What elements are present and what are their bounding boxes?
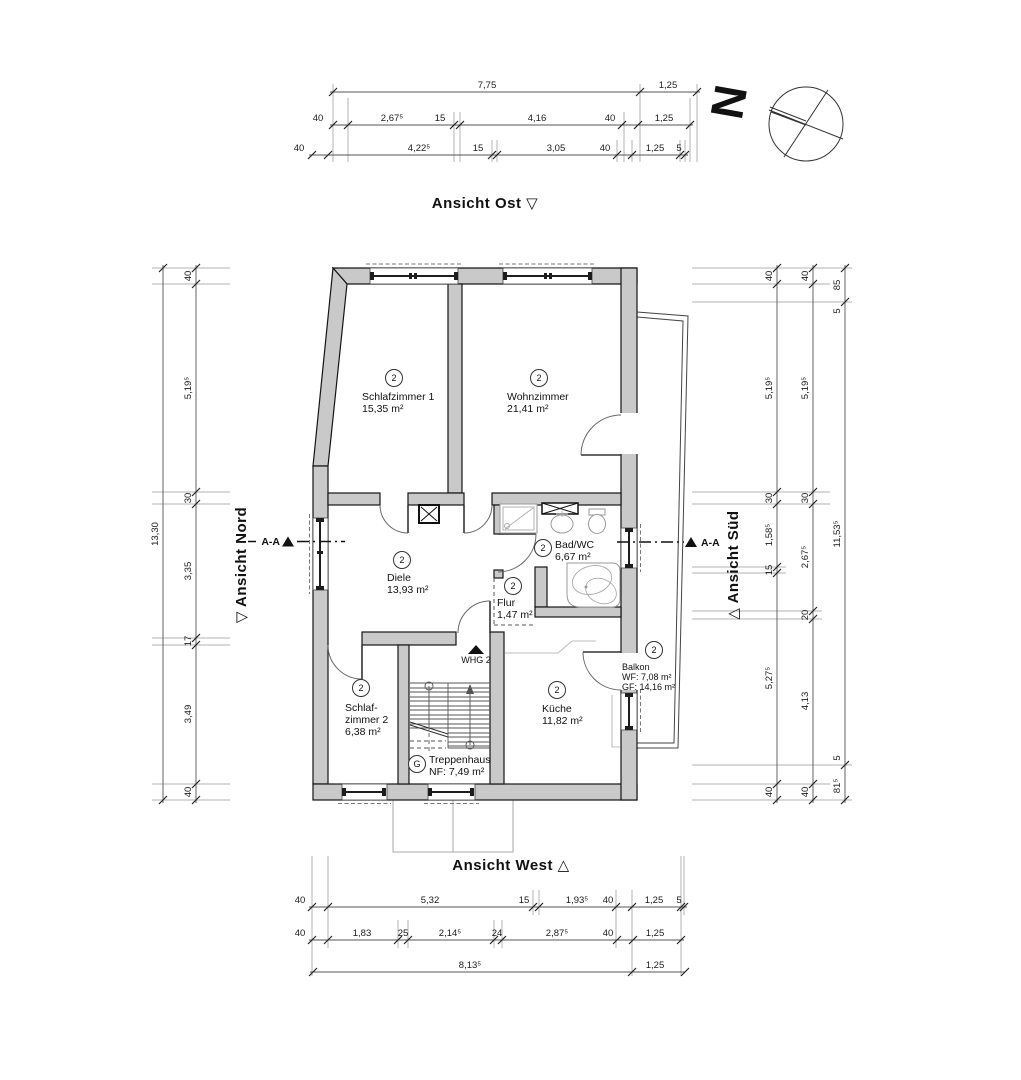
dim-right: 5 [832, 308, 843, 314]
dim-top: 15 [434, 113, 446, 124]
room-area: 1,47 m² [497, 609, 533, 621]
section-label: A-A [701, 537, 720, 549]
dim-top: 3,05 [546, 143, 566, 154]
dim-right: 15 [764, 564, 775, 576]
entry-porch [393, 800, 513, 852]
view-label-west: Ansicht West △ [452, 857, 570, 874]
dim-labels-left [150, 271, 194, 798]
section-label: A-A [261, 536, 280, 548]
dim-bottom: 1,83 [352, 928, 372, 939]
dim-right: 40 [800, 786, 811, 798]
room-area: GF: 14,16 m² [622, 682, 676, 692]
dim-top: 40 [604, 113, 616, 124]
shaft-bad [542, 503, 578, 514]
dim-bottom: 5,32 [420, 895, 440, 906]
room-badge: 2 [510, 581, 516, 591]
room-area: 21,41 m² [507, 403, 549, 415]
stair-direction-arrow [466, 684, 474, 694]
room-label-wohnzimmer [507, 370, 569, 416]
room-label-kueche [542, 682, 583, 728]
toilet [589, 509, 606, 534]
room-area: 6,67 m² [555, 551, 591, 563]
dim-bottom: 8,13⁵ [458, 960, 482, 971]
shower [500, 504, 537, 533]
room-name: Diele [387, 572, 411, 584]
dim-bottom: 25 [397, 928, 409, 939]
room-label-flur [497, 578, 533, 622]
dim-top: 40 [293, 143, 305, 154]
dim-bottom: 1,93⁵ [565, 895, 589, 906]
entrance-triangle-icon [468, 645, 484, 654]
dim-bottom: 5 [676, 895, 682, 906]
room-name: Wohnzimmer [507, 391, 569, 403]
entrance-label: WHG 2 [461, 655, 491, 665]
room-name: Flur [497, 597, 516, 609]
dim-bottom: 1,25 [645, 928, 665, 939]
view-label-sued: △ Ansicht Süd [725, 510, 742, 620]
section-marker-left [248, 536, 345, 548]
dim-right: 40 [800, 270, 811, 282]
dim-top: 40 [312, 113, 324, 124]
room-name: Bad/WC [555, 539, 595, 551]
room-area: 11,82 m² [542, 715, 583, 727]
room-badge: G [413, 759, 421, 769]
dim-left: 3,35 [183, 561, 194, 581]
dim-bottom: 1,25 [644, 895, 664, 906]
dim-right: 1,58⁵ [764, 523, 775, 547]
room-name: Küche [542, 703, 572, 715]
room-area: 6,38 m² [345, 726, 381, 738]
dim-right: 85 [832, 279, 843, 291]
dim-bottom: 24 [491, 928, 503, 939]
window-right-bad [621, 528, 637, 568]
dim-right: 5,19⁵ [764, 376, 775, 400]
bathtub [567, 561, 621, 608]
room-label-schlafzimmer1 [362, 370, 435, 416]
dim-right: 40 [764, 786, 775, 798]
room-area: 13,93 m² [387, 584, 429, 596]
room-name: Balkon [622, 662, 650, 672]
room-badge: 2 [399, 555, 405, 565]
dim-top: 5 [676, 143, 682, 154]
dim-bottom: 40 [602, 928, 614, 939]
dim-right: 5,27⁵ [764, 666, 775, 690]
room-label-bad [535, 539, 595, 563]
dim-bottom: 2,87⁵ [545, 928, 569, 939]
dim-right: 2,67⁵ [800, 545, 811, 569]
view-label-ost: Ansicht Ost ▽ [431, 195, 539, 212]
compass-lines [769, 90, 843, 157]
room-badge: 2 [536, 373, 542, 383]
dim-left: 3,49 [183, 704, 194, 724]
window-top-2 [503, 268, 592, 284]
window-bottom-2 [428, 784, 475, 800]
room-badge: 2 [391, 373, 397, 383]
room-name: Schlaf- [345, 702, 378, 714]
dim-right: 81⁵ [832, 778, 843, 794]
room-label-treppenhaus [409, 754, 491, 778]
entrance-marker [461, 645, 491, 665]
dim-right: 4,13 [800, 691, 811, 711]
window-bottom-1 [342, 784, 387, 800]
view-label-nord: ▽ Ansicht Nord [233, 506, 250, 624]
dim-bottom: 1,25 [645, 960, 665, 971]
dim-top: 15 [472, 143, 484, 154]
dim-right: 30 [800, 492, 811, 504]
dim-bottom: 40 [602, 895, 614, 906]
dim-labels-right [764, 271, 843, 798]
section-arrow-icon [282, 537, 294, 547]
dim-right: 40 [764, 270, 775, 282]
dim-top: 1,25 [658, 80, 678, 91]
room-badge: 2 [651, 645, 657, 655]
section-arrow-icon [685, 537, 697, 547]
room-badge: 2 [540, 543, 546, 553]
dim-top: 2,67⁵ [380, 113, 404, 124]
room-name: Schlafzimmer 1 [362, 391, 435, 403]
dim-top: 7,75 [477, 80, 497, 91]
dim-left: 40 [183, 270, 194, 282]
room-badge: 2 [358, 683, 364, 693]
dim-right: 11,53⁵ [832, 520, 843, 548]
dim-labels-top [294, 80, 682, 154]
window-left-diele [313, 518, 328, 590]
dim-left: 30 [183, 492, 194, 504]
dim-left: 17 [183, 635, 194, 647]
dim-right: 5,19⁵ [800, 376, 811, 400]
dim-top: 4,22⁵ [407, 143, 431, 154]
room-name: Treppenhaus [429, 754, 491, 766]
room-name: zimmer 2 [345, 714, 389, 726]
room-badge: 2 [554, 685, 560, 695]
dim-top: 1,25 [645, 143, 665, 154]
shaft-diele [419, 505, 439, 523]
dim-labels-bottom [295, 895, 682, 971]
dim-right: 5 [832, 755, 843, 761]
room-area: WF: 7,08 m² [622, 672, 672, 682]
dim-top: 4,16 [527, 113, 547, 124]
dim-top: 1,25 [654, 113, 674, 124]
window-top-1 [370, 268, 458, 284]
dim-bottom: 40 [294, 928, 306, 939]
dim-left: 40 [183, 786, 194, 798]
dim-right: 20 [800, 609, 811, 621]
dim-left-total: 13,30 [150, 522, 161, 546]
room-area: 15,35 m² [362, 403, 404, 415]
dim-bottom: 40 [294, 895, 306, 906]
dim-bottom: 2,14⁵ [438, 928, 462, 939]
north-letter: N [700, 81, 758, 123]
stairs [410, 682, 490, 751]
window-right-kueche [621, 693, 637, 730]
room-label-diele [387, 552, 429, 597]
dim-right: 30 [764, 492, 775, 504]
dim-top: 40 [599, 143, 611, 154]
north-arrow [701, 81, 843, 161]
dim-left: 5,19⁵ [183, 376, 194, 400]
room-label-schlafzimmer2 [345, 680, 388, 739]
dim-bottom: 15 [518, 895, 530, 906]
room-area: NF: 7,49 m² [429, 766, 485, 778]
